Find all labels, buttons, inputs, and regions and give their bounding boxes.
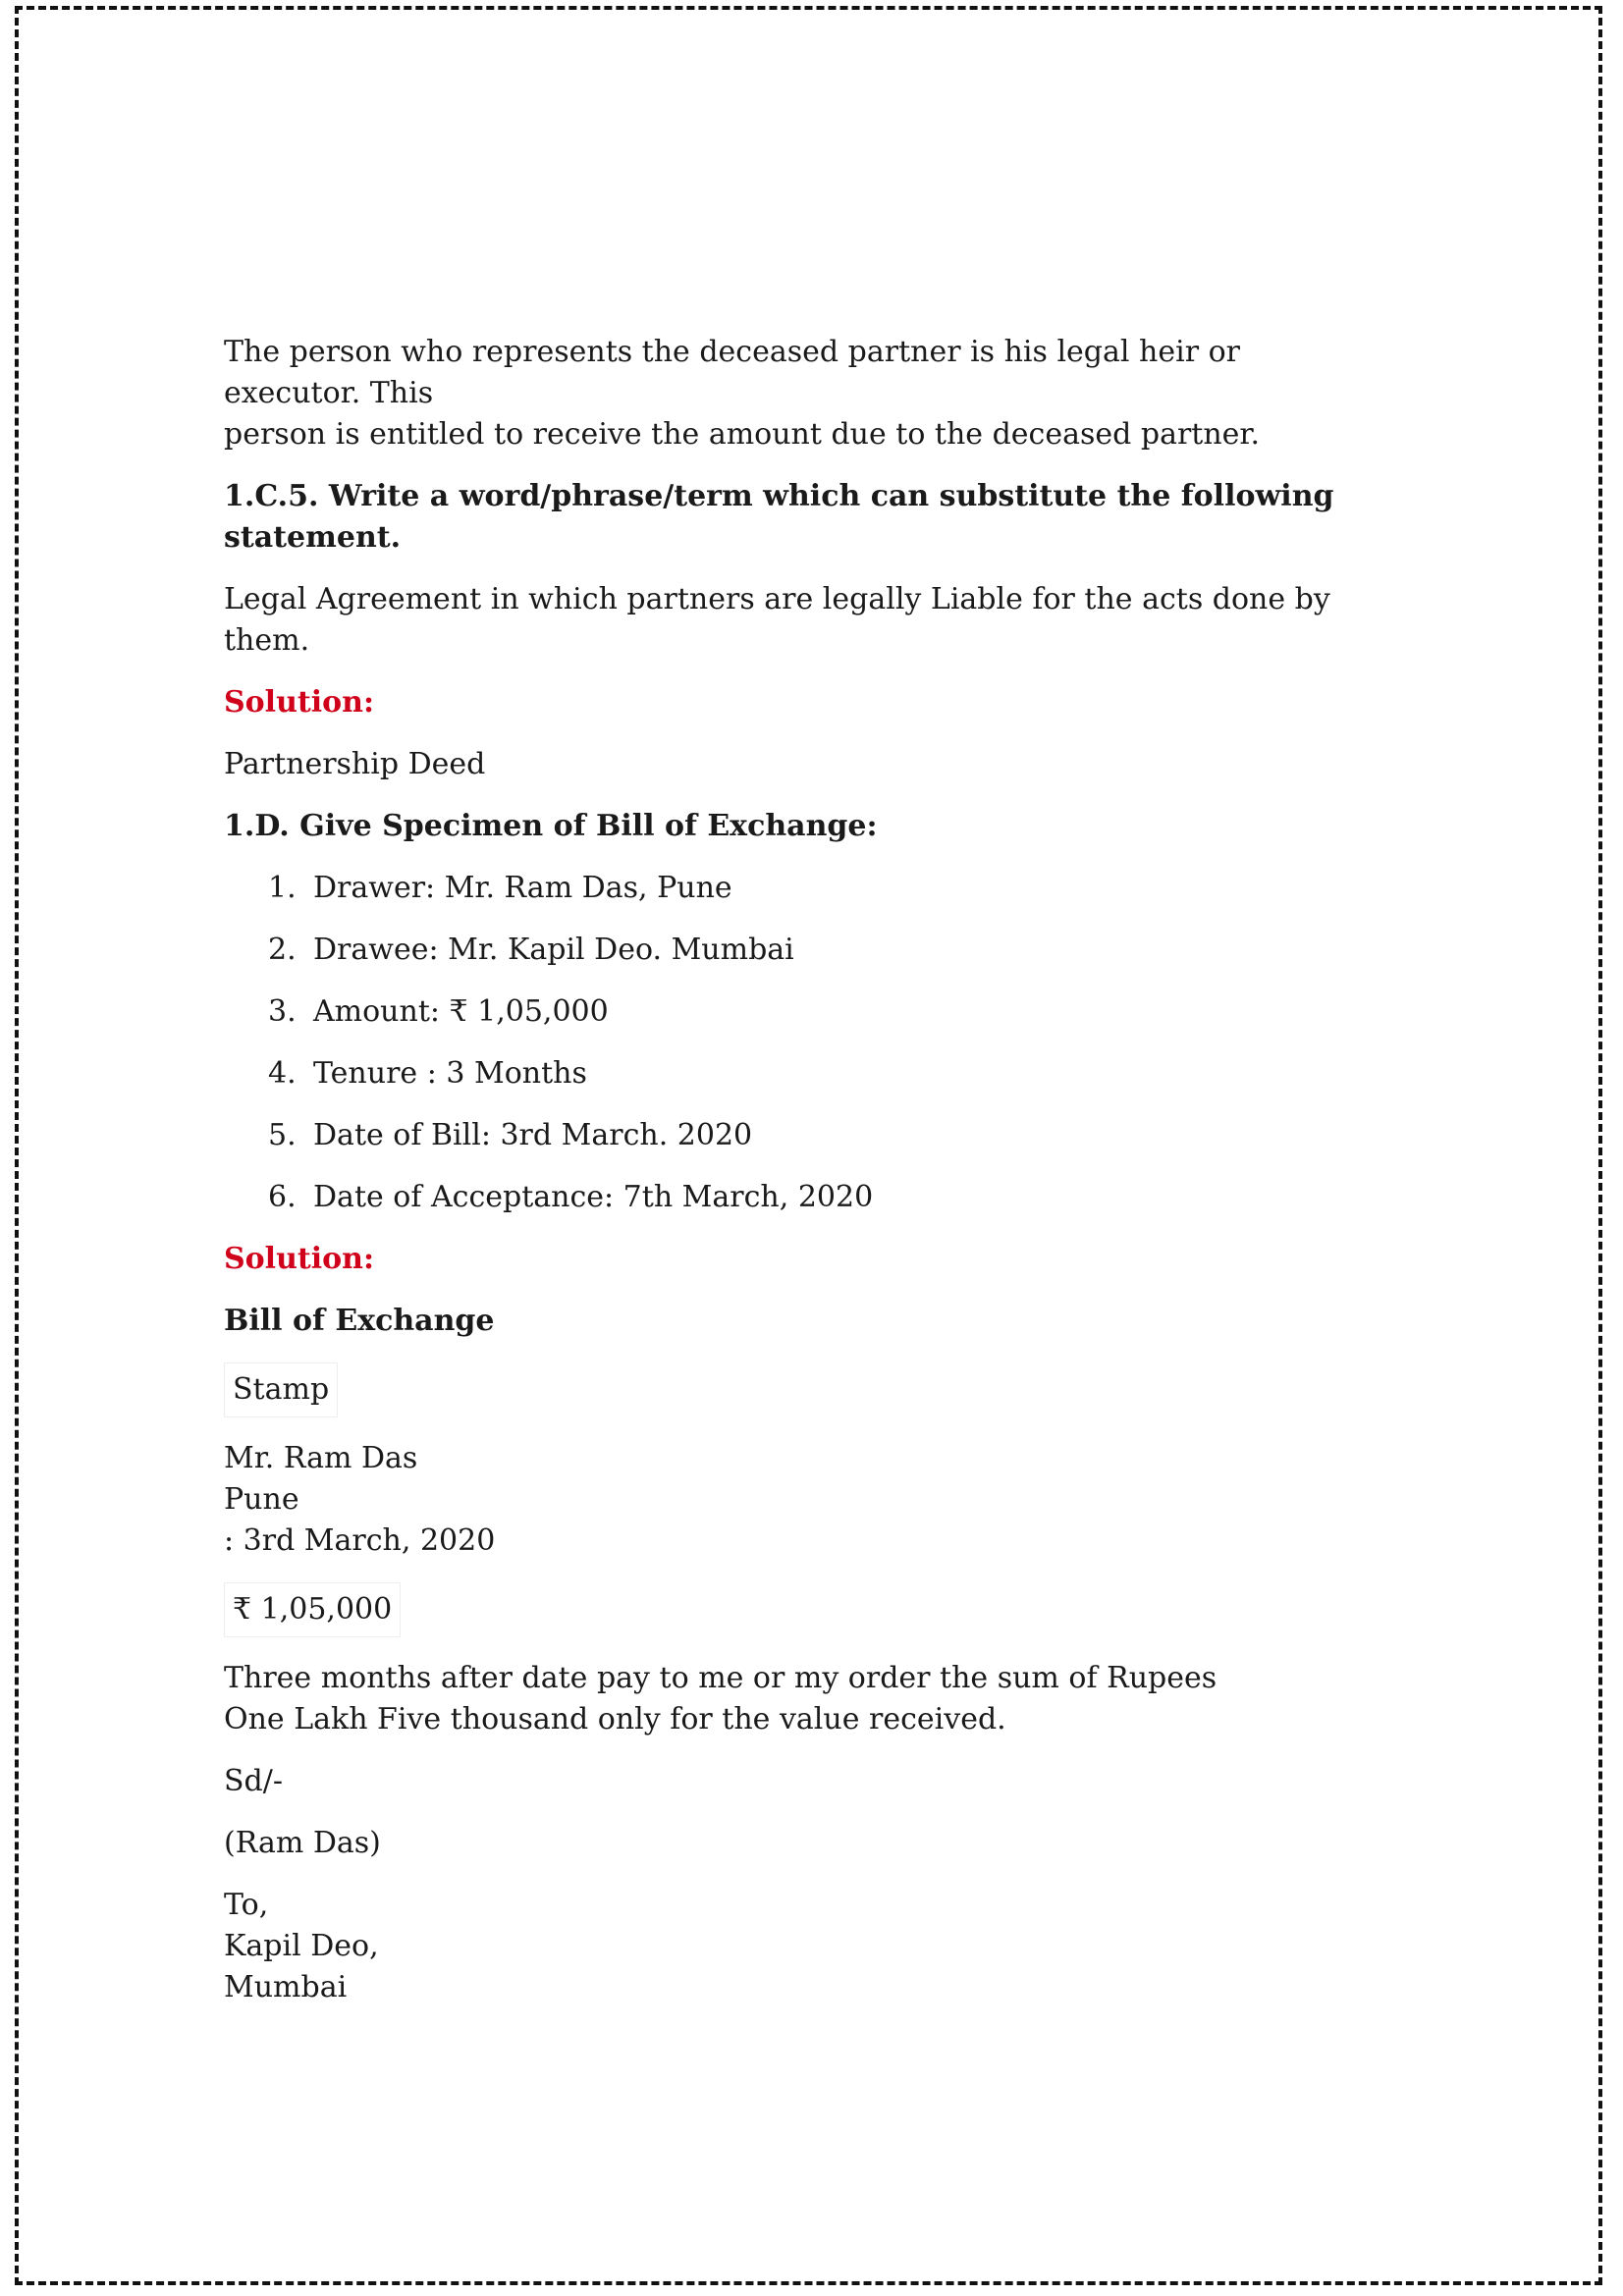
drawee-name: Kapil Deo, bbox=[224, 1929, 379, 1963]
drawer-city: Pune bbox=[224, 1482, 299, 1517]
solution-label-1c5: Solution: bbox=[224, 685, 375, 720]
list-item: 3. Amount: ₹ 1,05,000 bbox=[268, 994, 609, 1029]
list-item: 6. Date of Acceptance: 7th March, 2020 bbox=[268, 1180, 874, 1214]
question-1c5-heading-line-2: statement. bbox=[224, 520, 402, 555]
to-label: To, bbox=[224, 1888, 269, 1922]
list-item: 5. Date of Bill: 3rd March. 2020 bbox=[268, 1118, 753, 1152]
specimen-list bbox=[224, 868, 1382, 1218]
signature: Sd/- bbox=[224, 1764, 283, 1798]
bill-body-line-2: One Lakh Five thousand only for the value received. bbox=[224, 1702, 1006, 1736]
stamp-box: Stamp bbox=[224, 1362, 338, 1417]
intro-line-2: person is entitled to receive the amount due to the deceased partner. bbox=[224, 417, 1261, 452]
bill-body bbox=[224, 1658, 1382, 1740]
bill-title: Bill of Exchange bbox=[224, 1304, 495, 1338]
question-1c5-statement: Legal Agreement in which partners are legally Liable for the acts done by them. bbox=[224, 582, 1330, 658]
document-content bbox=[224, 332, 1382, 2029]
intro-line-1: The person who represents the deceased partner is his legal heir or executor. This bbox=[224, 335, 1240, 410]
amount-box: ₹ 1,05,000 bbox=[224, 1582, 401, 1637]
list-item: 1. Drawer: Mr. Ram Das, Pune bbox=[268, 871, 732, 905]
drawee-city: Mumbai bbox=[224, 1970, 348, 2004]
list-item: 4. Tenure : 3 Months bbox=[268, 1056, 587, 1091]
question-1c5-heading bbox=[224, 476, 1382, 559]
drawer-address bbox=[224, 1438, 1382, 1562]
drawer-name: Mr. Ram Das bbox=[224, 1441, 418, 1475]
solution-label-1d: Solution: bbox=[224, 1242, 375, 1276]
signatory-name: (Ram Das) bbox=[224, 1826, 381, 1860]
list-item: 2. Drawee: Mr. Kapil Deo. Mumbai bbox=[268, 933, 794, 967]
question-1c5-heading-line-1: 1.C.5. Write a word/phrase/term which can substitute the following bbox=[224, 479, 1334, 513]
bill-date: : 3rd March, 2020 bbox=[224, 1523, 496, 1558]
bill-body-line-1: Three months after date pay to me or my order the sum of Rupees bbox=[224, 1661, 1217, 1695]
answer-1c5: Partnership Deed bbox=[224, 747, 486, 781]
question-1d-heading: 1.D. Give Specimen of Bill of Exchange: bbox=[224, 809, 878, 843]
intro-paragraph bbox=[224, 332, 1382, 455]
drawee-address bbox=[224, 1885, 1382, 2008]
